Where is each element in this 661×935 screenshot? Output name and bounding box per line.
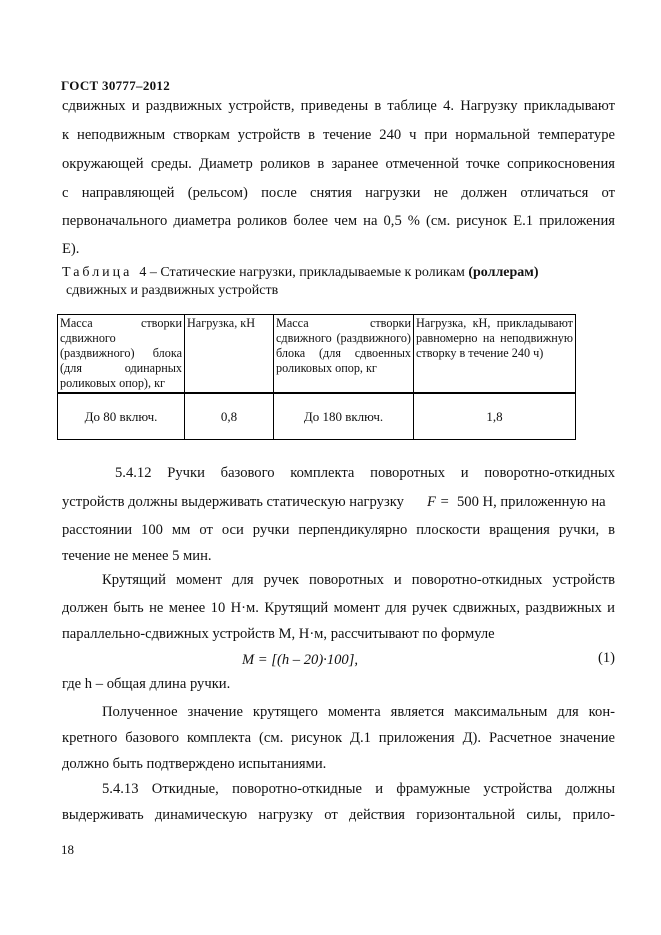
formula: M = [(h – 20)·100], bbox=[242, 652, 359, 668]
paragraph-line: Е). bbox=[62, 241, 80, 257]
loads-table bbox=[57, 314, 576, 440]
paragraph-line: сдвижных и раздвижных устройств, приведены в таблице 4. Нагрузку прикладывают bbox=[62, 98, 615, 114]
table-header-cell: Нагрузка, кН, прикладывают равномерно на неподвижную створку в течение 240 ч) bbox=[414, 315, 576, 394]
table-caption bbox=[62, 263, 539, 283]
paragraph-line: устройств должны выдерживать статическую нагрузку bbox=[62, 494, 404, 510]
table-row bbox=[58, 393, 576, 440]
paragraph-line: расстоянии 100 мм от оси ручки перпендикулярно плоскости вращения ручки, в bbox=[62, 522, 615, 538]
page-number: 18 bbox=[61, 842, 74, 857]
paragraph-line: окружающей среды. Диаметр роликов в заранее отмеченной точке соприкосновения bbox=[62, 156, 615, 172]
table-cell: 1,8 bbox=[414, 393, 576, 440]
table-caption-bold: (роллерам) bbox=[468, 265, 539, 280]
table-cell: До 80 включ. bbox=[58, 393, 185, 440]
paragraph-line: Крутящий момент для ручек поворотных и поворотно-откидных устройств bbox=[102, 572, 615, 588]
table-header-cell: Масса створки сдвижного (раздвижного) блока (для одинарных роликовых опор), кг bbox=[58, 315, 185, 394]
paragraph-line: 500 Н, приложенную на bbox=[457, 494, 606, 510]
paragraph-line: с направляющей (рельсом) после снятия нагрузки не должен отличаться от bbox=[62, 185, 615, 201]
paragraph-line: течение не менее 5 мин. bbox=[62, 548, 212, 564]
paragraph-line: кретного базового комплекта (см. рисунок Д.1 приложения Д). Расчетное значение bbox=[62, 730, 615, 746]
paragraph-line: должен быть не менее 10 Н·м. Крутящий момент для ручек сдвижных, раздвижных и bbox=[62, 600, 615, 616]
force-symbol: F = bbox=[427, 494, 450, 510]
paragraph-line: 5.4.12 Ручки базового комплекта поворотных и поворотно-откидных bbox=[115, 465, 615, 481]
table-header-row bbox=[58, 315, 576, 394]
table-header-cell: Нагрузка, кН bbox=[185, 315, 274, 394]
table-cell: 0,8 bbox=[185, 393, 274, 440]
table-caption-label: Таблица bbox=[62, 265, 133, 280]
paragraph-line: первоначального диаметра роликов более чем на 0,5 % (см. рисунок Е.1 приложения bbox=[62, 213, 615, 229]
table-cell: До 180 включ. bbox=[274, 393, 414, 440]
paragraph-line: выдерживать динамическую нагрузку от действия горизонтальной силы, прило- bbox=[62, 807, 615, 823]
paragraph-line: должно быть подтверждено испытаниями. bbox=[62, 756, 327, 772]
paragraph-line: где h – общая длина ручки. bbox=[62, 676, 231, 692]
table-caption-line2: сдвижных и раздвижных устройств bbox=[66, 283, 279, 298]
paragraph-line: Полученное значение крутящего момента является максимальным для кон- bbox=[102, 704, 615, 720]
paragraph-line: параллельно-сдвижных устройств М, Н·м, рассчитывают по формуле bbox=[62, 626, 495, 642]
paragraph-line: к неподвижным створкам устройств в течение 240 ч при нормальной температуре bbox=[62, 127, 615, 143]
formula-number: (1) bbox=[597, 650, 615, 666]
paragraph-line: 5.4.13 Откидные, поворотно-откидные и фрамужные устройства должны bbox=[102, 781, 615, 797]
table-caption-text: 4 – Статические нагрузки, прикладываемые к роликам bbox=[139, 265, 465, 280]
table-header-cell: Масса створки сдвижного (раздвижного) блока (для сдвоенных роликовых опор, кг bbox=[274, 315, 414, 394]
standard-header: ГОСТ 30777–2012 bbox=[61, 78, 171, 93]
